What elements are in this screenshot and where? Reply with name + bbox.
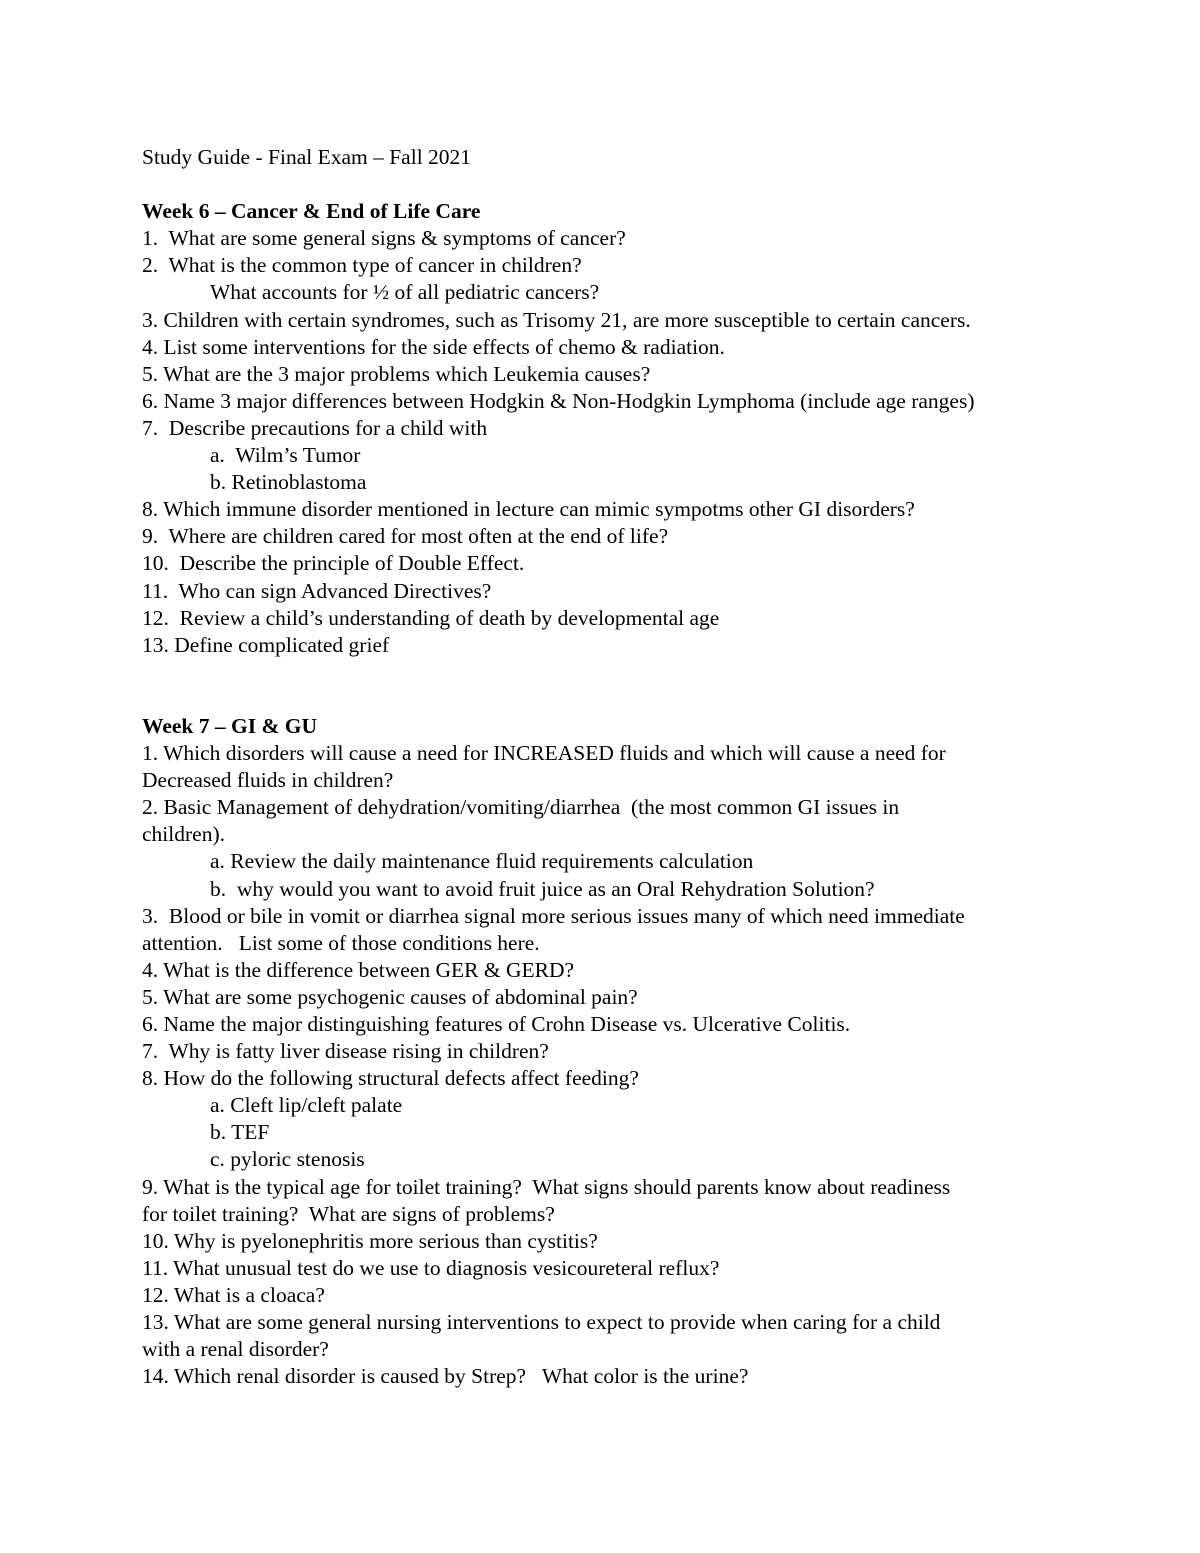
- question-line: 7. Describe precautions for a child with: [142, 415, 488, 440]
- question-line: 1. What are some general signs & symptoms of cancer?: [142, 226, 626, 251]
- sub-question-line: b. TEF: [210, 1120, 270, 1145]
- question-line: 12. Review a child’s understanding of death by developmental age: [142, 605, 720, 630]
- question-line: 9. Where are children cared for most often at the end of life?: [142, 524, 669, 549]
- sub-question-line: a. Cleft lip/cleft palate: [210, 1093, 403, 1118]
- question-line: 10. Describe the principle of Double Effect.: [142, 551, 525, 576]
- question-line: 3. Children with certain syndromes, such as Trisomy 21, are more susceptible to certain cancers.: [142, 307, 971, 332]
- sub-question-line: c. pyloric stenosis: [210, 1147, 365, 1172]
- question-line: 13. What are some general nursing interventions to expect to provide when caring for a child: [142, 1310, 941, 1335]
- question-line: 6. Name the major distinguishing features of Crohn Disease vs. Ulcerative Colitis.: [142, 1012, 851, 1036]
- question-line: 10. Why is pyelonephritis more serious than cystitis?: [142, 1228, 598, 1253]
- sub-question-line: b. Retinoblastoma: [210, 470, 367, 495]
- section-spacer: [142, 659, 1142, 713]
- question-line: 11. What unusual test do we use to diagnosis vesicoureteral reflux?: [142, 1255, 720, 1280]
- question-line: 13. Define complicated grief: [142, 632, 390, 657]
- question-line: 8. How do the following structural defects affect feeding?: [142, 1066, 639, 1091]
- question-line: 7. Why is fatty liver disease rising in children?: [142, 1039, 549, 1064]
- question-line: 2. What is the common type of cancer in children?: [142, 253, 582, 278]
- question-line: 4. What is the difference between GER & GERD?: [142, 957, 575, 982]
- sub-question-line: a. Wilm’s Tumor: [210, 443, 361, 468]
- question-line: 2. Basic Management of dehydration/vomiting/diarrhea (the most common GI issues in: [142, 795, 900, 820]
- spacer: [142, 171, 1142, 198]
- question-line: 8. Which immune disorder mentioned in lecture can mimic sympotms other GI disorders?: [142, 497, 915, 522]
- question-line: 4. List some interventions for the side effects of chemo & radiation.: [142, 334, 725, 359]
- sub-question-line: b. why would you want to avoid fruit juice as an Oral Rehydration Solution?: [210, 876, 875, 901]
- section-heading: Week 7 – GI & GU: [142, 713, 317, 738]
- sections-container: [142, 198, 1142, 1390]
- question-line: attention. List some of those conditions here.: [142, 930, 540, 955]
- question-line: 14. Which renal disorder is caused by Strep? What color is the urine?: [142, 1364, 749, 1389]
- question-line: 5. What are some psychogenic causes of abdominal pain?: [142, 984, 638, 1009]
- question-line: 11. Who can sign Advanced Directives?: [142, 578, 492, 603]
- question-line: 5. What are the 3 major problems which Leukemia causes?: [142, 361, 651, 386]
- question-line: for toilet training? What are signs of problems?: [142, 1201, 555, 1226]
- sub-question-line: a. Review the daily maintenance fluid requirements calculation: [210, 849, 754, 874]
- sub-question-line: What accounts for ½ of all pediatric cancers?: [210, 280, 600, 305]
- question-line: Decreased fluids in children?: [142, 768, 394, 793]
- document-title: Study Guide - Final Exam – Fall 2021: [142, 145, 472, 169]
- document-content: [142, 144, 1142, 1390]
- question-line: 6. Name 3 major differences between Hodgkin & Non-Hodgkin Lymphoma (include age ranges): [142, 388, 975, 413]
- question-line: 3. Blood or bile in vomit or diarrhea signal more serious issues many of which need immediate: [142, 903, 965, 928]
- question-line: 9. What is the typical age for toilet training? What signs should parents know about readiness: [142, 1174, 951, 1199]
- section-heading: Week 6 – Cancer & End of Life Care: [142, 199, 481, 224]
- question-line: children).: [142, 822, 225, 847]
- question-line: with a renal disorder?: [142, 1337, 329, 1362]
- question-line: 1. Which disorders will cause a need for INCREASED fluids and which will cause a need for: [142, 741, 946, 766]
- question-line: 12. What is a cloaca?: [142, 1282, 325, 1307]
